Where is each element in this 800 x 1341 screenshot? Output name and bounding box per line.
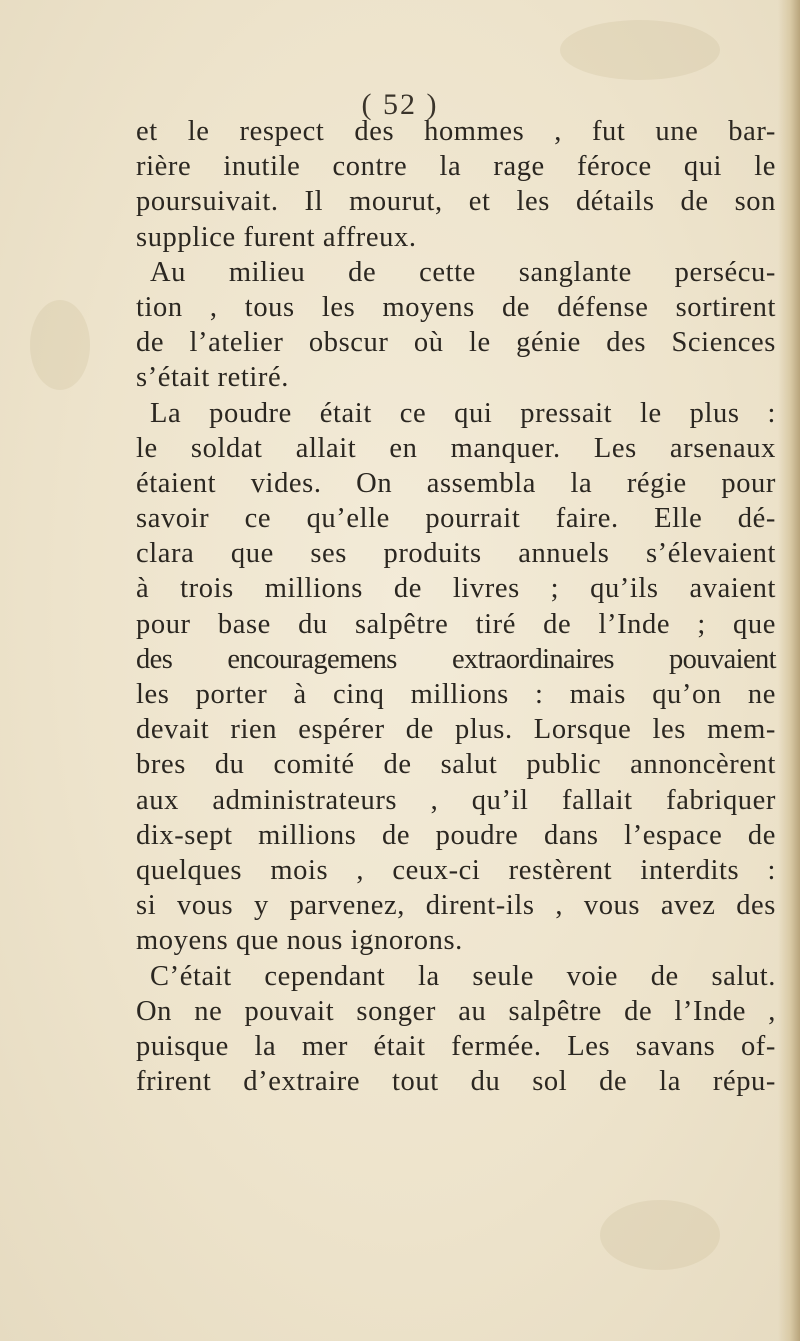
text-line: tion , tous les moyens de défense sortirent (136, 291, 776, 323)
text-line: supplice furent affreux. (136, 221, 417, 253)
paper-stain (560, 20, 720, 80)
text-line: et le respect des hommes , fut une bar- (136, 116, 776, 147)
body-text (136, 114, 776, 1099)
text-line: devait rien espérer de plus. Lorsque les mem- (136, 714, 776, 746)
page-edge-shadow (778, 0, 800, 1341)
text-line: frirent d’extraire tout du sol de la répu- (136, 1066, 776, 1098)
text-line: puisque la mer était fermée. Les savans of- (136, 1030, 776, 1062)
text-line: La poudre était ce qui pressait le plus : (150, 397, 776, 429)
paper-stain (600, 1200, 720, 1270)
text-line: On ne pouvait songer au salpêtre de l’Inde , (136, 995, 776, 1027)
text-line: s’était retiré. (136, 362, 290, 394)
text-line: clara que ses produits annuels s’élevaient (136, 538, 776, 570)
text-line: si vous y parvenez, dirent-ils , vous avez des (136, 890, 776, 922)
text-line: Au milieu de cette sanglante persécu- (150, 256, 776, 288)
text-line: bres du comité de salut public annoncèrent (136, 749, 776, 781)
text-line: moyens que nous ignorons. (136, 925, 463, 957)
text-line: C’était cependant la seule voie de salut. (150, 960, 776, 992)
text-line: aux administrateurs , qu’il fallait fabriquer (136, 784, 776, 816)
page-number-header: ( 52 ) (361, 88, 439, 121)
text-line: de l’atelier obscur où le génie des Sciences (136, 327, 776, 359)
text-line: les porter à cinq millions : mais qu’on ne (136, 679, 776, 710)
text-line: dix-sept millions de poudre dans l’espace de (136, 819, 776, 851)
text-line: étaient vides. On assembla la régie pour (136, 467, 776, 499)
text-line: savoir ce qu’elle pourrait faire. Elle dé- (136, 503, 776, 535)
text-line: rière inutile contre la rage féroce qui le (136, 151, 776, 183)
text-line: des encouragemens extraordinaires pouvaient (136, 643, 776, 675)
text-line: à trois millions de livres ; qu’ils avaient (136, 573, 776, 605)
text-line: quelques mois , ceux-ci restèrent interdits : (136, 854, 776, 886)
text-line: le soldat allait en manquer. Les arsenaux (136, 432, 776, 464)
text-line: pour base du salpêtre tiré de l’Inde ; que (136, 608, 776, 640)
text-line: poursuivait. Il mourut, et les détails de son (136, 186, 776, 218)
paper-stain (30, 300, 90, 390)
